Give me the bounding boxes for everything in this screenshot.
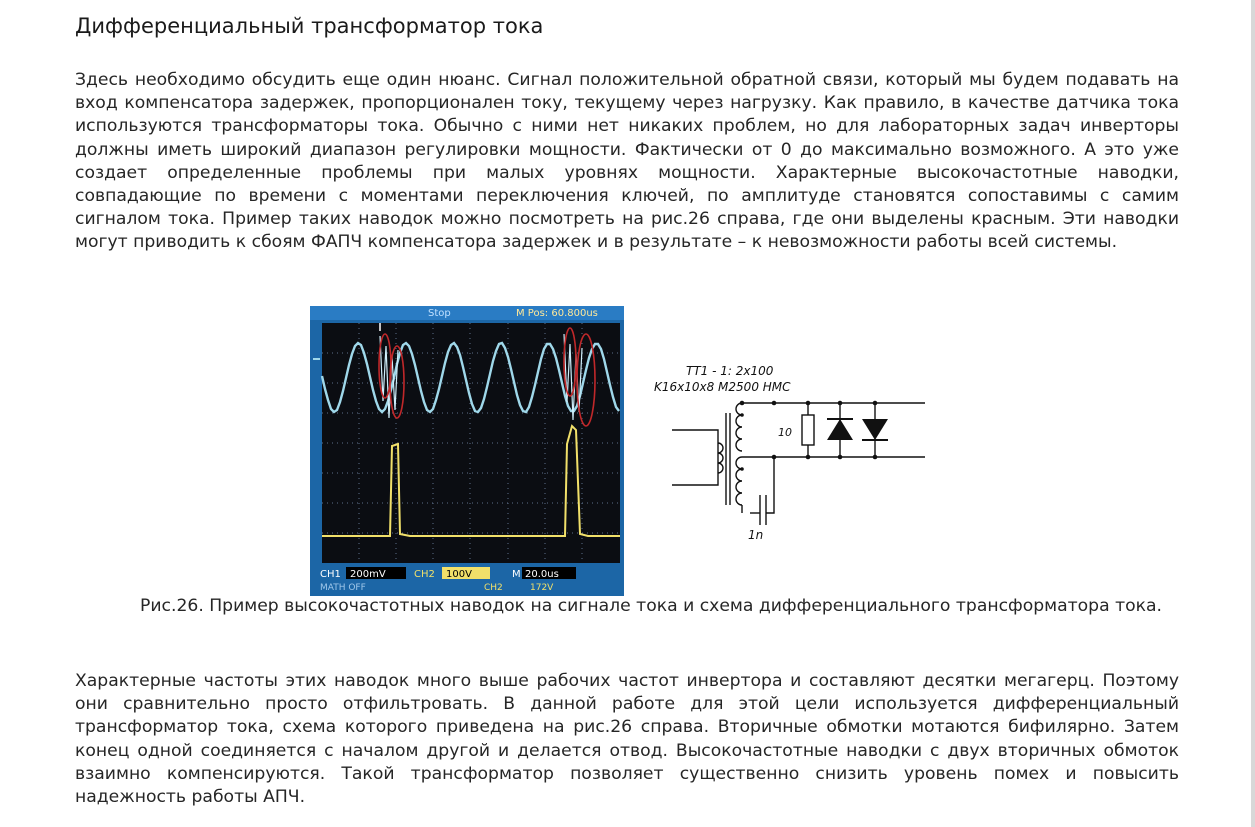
diode-1-symbol (827, 419, 853, 440)
capacitor-value: 1n (748, 528, 764, 542)
scope-m-pos: M Pos: 60.800us (516, 308, 598, 319)
primary-winding (718, 443, 723, 473)
scope-ch1-label: CH1 (320, 569, 341, 580)
secondary-winding-bottom (736, 457, 742, 505)
conclusion-paragraph: Характерные частоты этих наводок много выше рабочих частот инвертора и составляют десятки мегагерц. Поэтому они сравнительно просто отфильтровать. В данной работе для этой цели используется дифференциальный трансформатор тока, схема которого приведена на рис.26 справа. Вторичные обмотки мотаются бифилярно. Затем конец одной соединяется с началом другой и делается отвод. Высокочастотные наводки с двух вторичных обмоток взаимно компенсируются. Такой трансформатор позволяет существенно снизить уровень помех и повысить надежность работы АПЧ. (75, 671, 1179, 808)
scope-ch2-scale: 100V (446, 569, 472, 580)
intro-paragraph: Здесь необходимо обсудить еще один нюанс. Сигнал положительной обратной связи, который мы будем подавать на вход компенсатора задержек, пропорционален току, текущему через нагрузку. Как правило, в качестве датчика тока используются трансформаторы тока. Обычно с ними нет никаких проблем, но для лабораторных задач инверторы должны иметь широкий диапазон регулировки мощности. Фактически от 0 до максимально возможного. А это уже создает определенные проблемы при малых уровнях мощности. Характерные высокочастотные наводки, совпадающие по времени с моментами переключения ключей, по амплитуде становятся сопоставимы с самим сигналом тока. Пример таких наводок можно посмотреть на рис.26 справа, где они выделены красным. Эти наводки могут приводить к сбоям ФАПЧ компенсатора задержек и в результате – к невозможности работы всей системы. (75, 70, 1179, 253)
resistor-symbol (802, 415, 814, 445)
schematic-wiring (672, 403, 925, 525)
capacitor-lead-right (766, 457, 774, 513)
figure-caption: Рис.26. Пример высокочастотных наводок на сигнале тока и схема дифференциального трансформатора тока. (140, 596, 1162, 616)
page-scrollbar[interactable] (1251, 0, 1255, 827)
scope-timebase: 20.0us (525, 569, 559, 580)
scope-trigger-source: CH2 (484, 583, 503, 593)
diode-2-symbol (862, 419, 888, 440)
schematic-core-label: K16x10x8 M2500 HMC (654, 380, 791, 394)
scope-trigger-level: 172V (530, 583, 554, 593)
scope-ch2-label: CH2 (414, 569, 435, 580)
scope-status: Stop (428, 308, 451, 319)
schematic-transformer-label: TT1 - 1: 2x100 (686, 364, 774, 378)
oscilloscope-screenshot (310, 306, 624, 596)
scope-ch1-scale: 200mV (350, 569, 386, 580)
scope-time-label: M (512, 569, 521, 580)
primary-lead-wire (672, 430, 718, 485)
scope-math-status: MATH OFF (320, 583, 366, 593)
transformer-schematic (650, 355, 940, 545)
secondary-winding-top (736, 403, 742, 451)
resistor-value: 10 (778, 426, 792, 439)
page-title: Дифференциальный трансформатор тока (75, 14, 544, 38)
